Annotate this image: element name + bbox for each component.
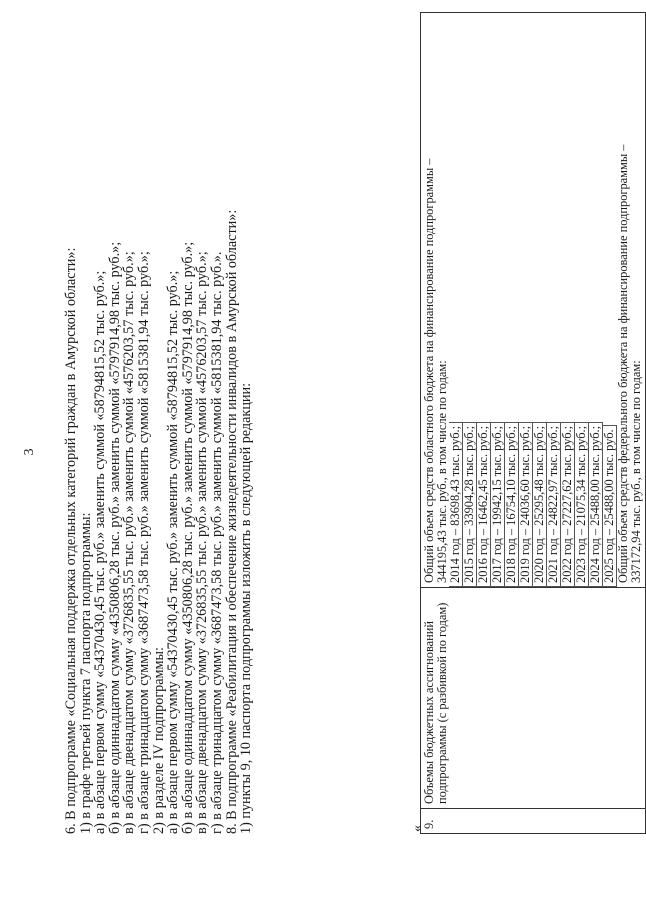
content-line: 2014 год – 83698,43 тыс. руб.; bbox=[449, 422, 463, 587]
content-line: 2025 год – 25488,00 тыс. руб. bbox=[603, 425, 617, 587]
rotated-content bbox=[20, 12, 643, 892]
page-number: 3 bbox=[22, 448, 37, 456]
passport-table bbox=[420, 12, 646, 834]
row-number-cell: 9. bbox=[421, 809, 646, 834]
amendment-line: а) в абзаце первом сумму «54370430,45 тыс. руб.» заменить суммой «58794815,52 тыс. руб.»; bbox=[165, 270, 182, 834]
row-label-cell: Объемы бюджетных ассигнований подпрограммы (с разбивкой по годам) bbox=[421, 588, 646, 809]
amendment-line: г) в абзаце тринадцатом сумму «3687473,58 тыс. руб.» заменить суммой «5815381,94 тыс. руб.». bbox=[208, 251, 225, 834]
amendment-line: б) в абзаце одиннадцатом сумму «4350806,28 тыс. руб.» заменить суммой «5797914,98 тыс. руб.»; bbox=[179, 241, 196, 834]
content-line: 2019 год – 24036,60 тыс. руб.; bbox=[519, 422, 533, 587]
content-line: 2024 год – 25488,00 тыс. руб.; bbox=[589, 422, 603, 587]
amendment-line: 1) в графе третьей пункта 7 паспорта подпрограммы: bbox=[77, 512, 94, 834]
table-row bbox=[421, 13, 646, 834]
content-line: 2021 год – 24822,97 тыс. руб.; bbox=[547, 422, 561, 587]
amendment-text bbox=[64, 34, 254, 834]
row-content-cell bbox=[421, 13, 646, 588]
content-line: 2015 год – 33904,28 тыс. руб.; bbox=[463, 422, 477, 587]
amendment-line: 6. В подпрограмме «Социальная поддержка отдельных категорий граждан в Амурской области»: bbox=[63, 247, 79, 834]
content-line: 337172,94 тыс. руб., в том числе по годам: bbox=[629, 360, 643, 583]
content-line: 2023 год – 21075,34 тыс. руб.; bbox=[575, 422, 589, 587]
content-line: 344195,43 тыс. руб., в том числе по годам: bbox=[435, 360, 449, 583]
amendment-line: 2) в разделе IV подпрограммы: bbox=[150, 647, 167, 834]
amendment-line: г) в абзаце тринадцатом сумму «3687473,58 тыс. руб.» заменить суммой «5815381,94 тыс. руб.»; bbox=[135, 251, 152, 834]
content-line: Общий объем средств областного бюджета на финансирование подпрограммы – bbox=[422, 158, 436, 583]
open-quote: « bbox=[410, 825, 425, 832]
amendment-line: 8. В подпрограмме «Реабилитация и обеспечение жизнедеятельности инвалидов в Амурской области»: bbox=[223, 209, 240, 834]
amendment-line: в) в абзаце двенадцатом сумму «3726835,55 тыс. руб.» заменить суммой «4576203,57 тыс. руб.»; bbox=[194, 251, 211, 834]
amendment-line: в) в абзаце двенадцатом сумму «3726835,55 тыс. руб.» заменить суммой «4576203,57 тыс. руб.»; bbox=[121, 251, 138, 834]
content-line: Общий объем средств федерального бюджета на финансирование подпрограммы – bbox=[616, 144, 630, 583]
content-line: 2016 год – 16462,45 тыс. руб.; bbox=[477, 422, 491, 587]
amendment-line: а) в абзаце первом сумму «54370430,45 тыс. руб.» заменить суммой «58794815,52 тыс. руб.»; bbox=[92, 270, 109, 834]
amendment-line: 1) пункты 9, 10 паспорта подпрограммы изложить в следующей редакции: bbox=[238, 382, 255, 834]
content-line: 2017 год – 19942,15 тыс. руб.; bbox=[491, 422, 505, 587]
content-line: 2022 год – 27227,62 тыс. руб.; bbox=[561, 422, 575, 587]
content-line: 2020 год – 25295,48 тыс. руб.; bbox=[533, 422, 547, 587]
amendment-line: б) в абзаце одиннадцатом сумму «4350806,28 тыс. руб.» заменить суммой «5797914,98 тыс. руб.»; bbox=[106, 241, 123, 834]
content-line: 2018 год – 16754,10 тыс. руб.; bbox=[505, 422, 519, 587]
